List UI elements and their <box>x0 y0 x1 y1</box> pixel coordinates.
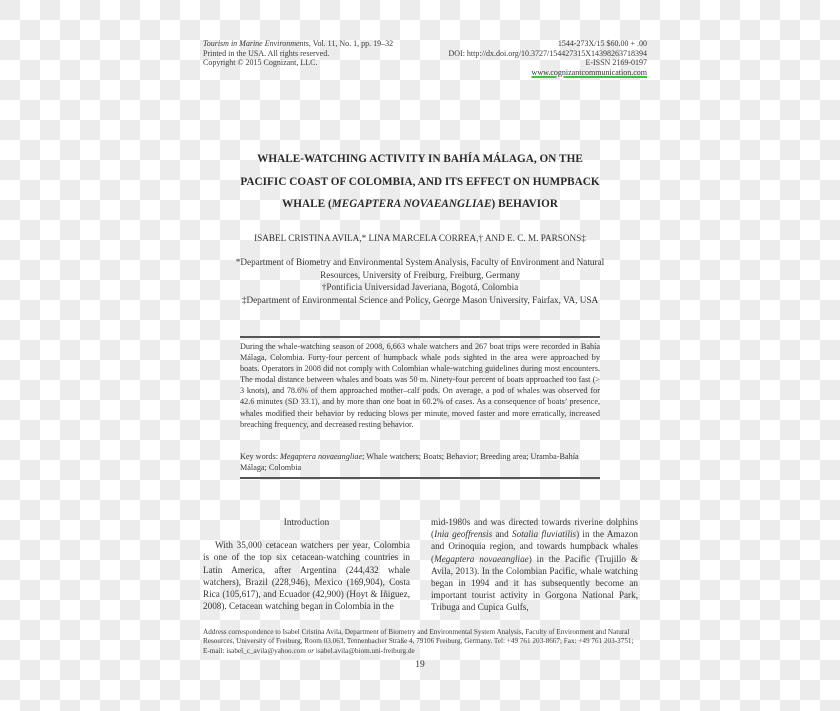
keywords-rest: ; Whale watchers; Boats; Behavior; Breeding area; Uramba-Bahía Málaga; Colombia <box>240 452 579 473</box>
printed-notice: Printed in the USA. All rights reserved. <box>203 48 330 58</box>
correspondence-or: or <box>307 646 315 655</box>
journal-name: Tourism in Marine Environments <box>203 39 309 48</box>
article-title <box>200 148 640 216</box>
header-right <box>448 39 647 77</box>
correspondence-footnote <box>203 628 638 656</box>
species-name: Megaptera novaeangliae <box>434 553 529 564</box>
keywords-species: Megaptera novaeangliae <box>280 452 363 461</box>
species-name: Inia geoffrensis <box>434 529 493 540</box>
page-number: 19 <box>415 660 425 670</box>
publisher-link[interactable]: www.cognizantcommunication.com <box>531 67 647 77</box>
title-line-3-pre: WHALE ( <box>282 198 332 210</box>
price-code: 1544-273X/15 $60.00 + .00 <box>557 39 647 48</box>
intro-paragraph-right <box>431 516 638 614</box>
title-line-3-post: ) BEHAVIOR <box>491 198 558 210</box>
species-name: Sotalia fluviatilis <box>512 529 577 540</box>
doi[interactable]: DOI: http://dx.doi.org/10.3727/154427315X14398263718394 <box>448 48 647 58</box>
title-species-name: MEGAPTERA NOVAEANGLIAE <box>331 198 492 210</box>
section-heading-introduction: Introduction <box>283 517 330 527</box>
copyright-notice: Copyright © 2015 Cognizant, LLC. <box>203 58 318 68</box>
body-column-right <box>431 516 638 614</box>
affiliation-2: †Pontificia Universidad Javeriana, Bogotá, Colombia <box>321 282 519 293</box>
affiliation-1b: Resources, University of Freiburg, Freiburg, Germany <box>320 269 520 280</box>
keywords-label: Key words: <box>240 452 281 461</box>
text-span: and <box>492 529 513 540</box>
header-left <box>203 39 393 68</box>
intro-paragraph-left: With 35,000 cetacean watchers per year, Colombia is one of the top six cetacean-watching countries in Latin America, after Argentina (244,432 whale watchers), Brazil (228,946), Mexico (169,904), Costa Rica (105,617), and Ecuador (42,900) (Hoyt & Iñiguez, 2008). Cetacean watching began in Colombia in the <box>203 540 410 612</box>
text-span: ) in the Pacific (Trujillo & Avila, 2013). In the Colombian Pacific, whale watching began in 1994 and it has subsequently become an important tourist activity in Gorgona National Park, Tribuga and Cupica Gulfs, <box>431 553 639 613</box>
correspondence-email-2: isabel.avila@biom.uni-freiburg.de <box>314 646 415 655</box>
journal-citation <box>203 39 393 49</box>
correspondence-text: Address correspondence to Isabel Cristina Avila, Department of Biometry and Environmental System Analysis, Faculty of Environment and Natural Resources, University of Freiburg, Room 03.063, Tennenbacher Straße 4, 79106 Freiburg, Germany. Tel: +49 761 203-8667; Fax: +49 761 203-3751; E-mail: isabel_c_avila@yahoo.com <box>203 628 634 655</box>
title-line-1: WHALE-WATCHING ACTIVITY IN BAHÍA MÁLAGA, ON THE <box>257 153 583 165</box>
abstract-bottom-rule <box>240 477 600 479</box>
text-span: ) in the Amazon and Orinoquía region, and towards humpback whales ( <box>431 529 639 564</box>
affiliations <box>200 256 640 306</box>
volume-info: , Vol. 11, No. 1, pp. 19–32 <box>308 39 394 48</box>
abstract-top-rule <box>240 336 600 338</box>
eissn: E-ISSN 2169-0197 <box>585 58 647 68</box>
body-column-left <box>203 516 410 612</box>
keywords <box>240 451 600 473</box>
text-span: mid-1980s and was directed towards riverine dolphins ( <box>431 517 638 540</box>
title-line-3 <box>200 193 640 216</box>
abstract-text: During the whale-watching season of 2008, 6,663 whale watchers and 267 boat trips were recorded in Bahía Málaga, Colombia. Forty-four percent of humpback whale pods sighted in the area were approached by boats. Operators in 2008 did not comply with Colombian whale-watching guidelines during most encounters. The modal distance between whales and boats was 50 m. Ninety-four percent of boats approached too fast (> 3 knots), and 78.6% of them approached mother–calf pods. On average, a pod of whales was observed for 42.6 minutes (SD 33.1), and by more than one boat in 60.2% of cases. As a consequence of boats’ presence, whales modified their behavior by reducing blows per minute, moved faster and more erratically, increased breaching frequency, and decreased resting behavior. <box>240 342 600 429</box>
affiliation-3: ‡Department of Environmental Science and Policy, George Mason University, Fairfax, VA, USA <box>241 294 599 305</box>
author-list: ISABEL CRISTINA AVILA,* LINA MARCELA CORREA,† AND E. C. M. PARSONS‡ <box>254 233 586 243</box>
affiliation-1a: *Department of Biometry and Environmental System Analysis, Faculty of Environment and Natural <box>235 257 605 267</box>
title-line-2: PACIFIC COAST OF COLOMBIA, AND ITS EFFECT ON HUMPBACK <box>240 175 600 188</box>
